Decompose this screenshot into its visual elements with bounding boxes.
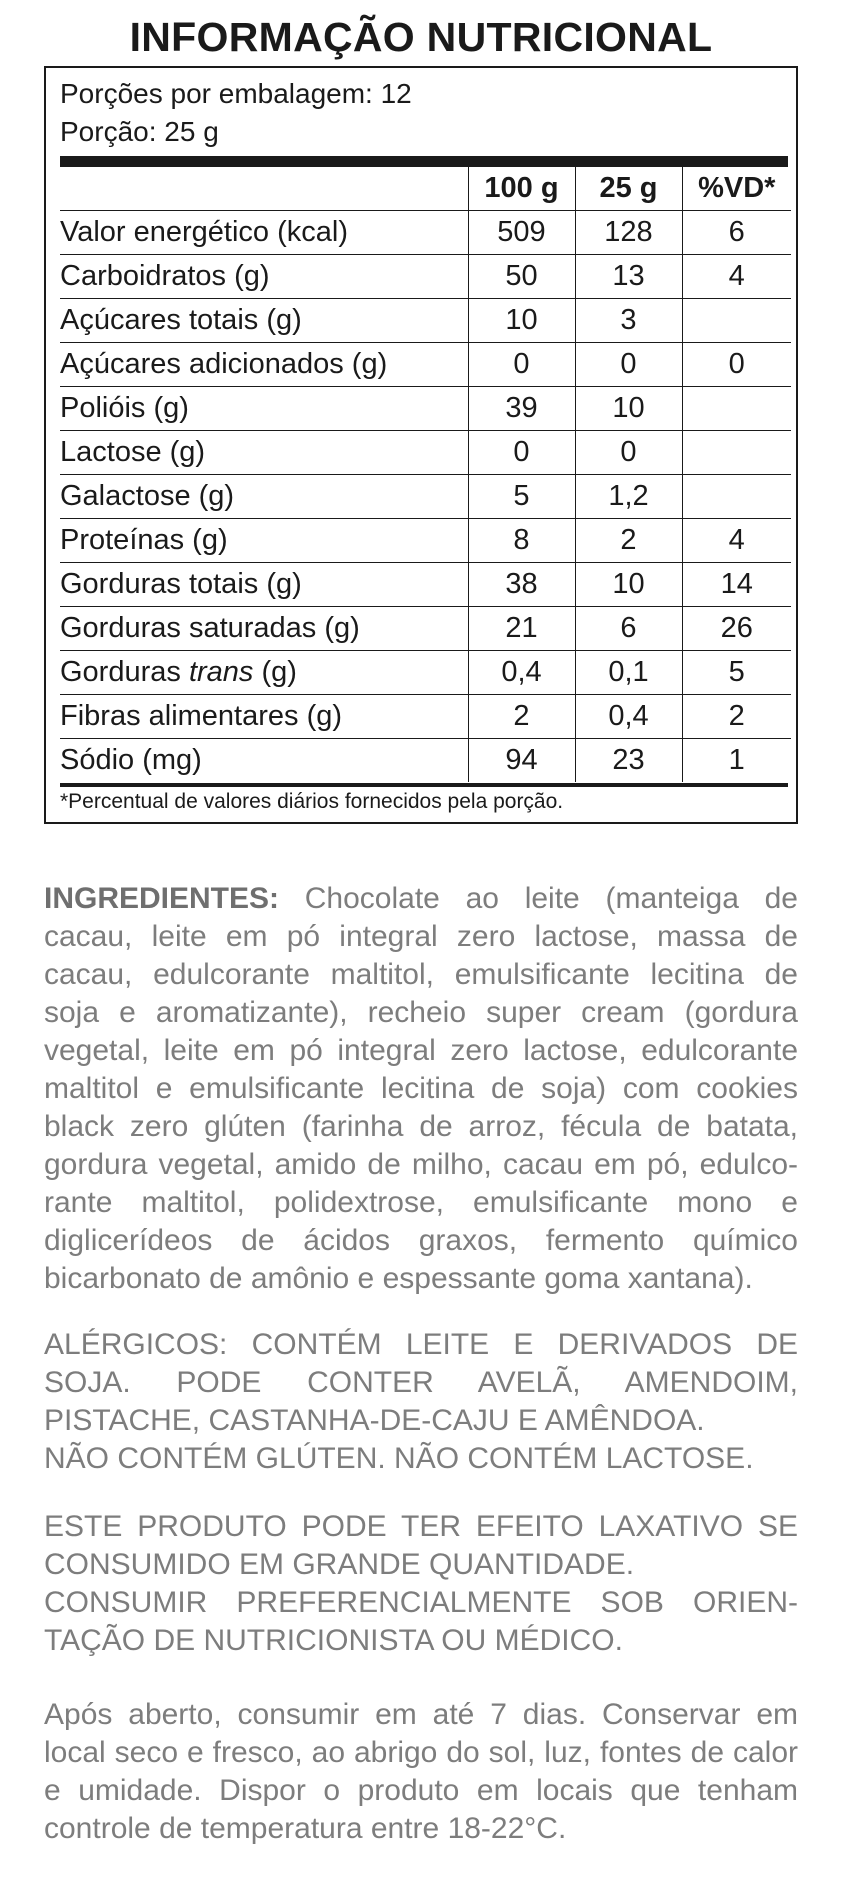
nutrient-label: Carboidratos (g)	[60, 255, 468, 299]
ingredients-line: soja e aromatizante), recheio super cream (gordura	[44, 996, 798, 1029]
allergens-line: ALÉRGICOS: CONTÉM LEITE E DERIVADOS DE	[44, 1328, 798, 1361]
value-vd: 0	[682, 343, 791, 387]
value-25g: 0	[575, 431, 682, 475]
nutrient-label: Sódio (mg)	[60, 744, 202, 776]
nutrient-label: Lactose (g)	[60, 431, 468, 475]
table-row	[60, 695, 791, 739]
header-vd: %VD*	[682, 167, 791, 211]
footnote: *Percentual de valores diários fornecidos pela porção.	[60, 790, 564, 813]
ingredients-line	[44, 880, 798, 918]
ingredients-line: rante maltitol, polidextrose, emulsificante mono e	[44, 1186, 798, 1219]
table-row	[60, 211, 791, 255]
value-25g: 6	[575, 607, 682, 651]
label-post: (g)	[253, 656, 297, 688]
header-100g: 100 g	[468, 167, 575, 211]
nutrient-label: Fibras alimentares (g)	[60, 695, 468, 739]
ingredients-line: cacau, edulcorante maltitol, emulsificante lecitina de	[44, 958, 798, 991]
header-25g: 25 g	[575, 167, 682, 211]
ingredients-paragraph	[44, 880, 798, 1298]
ingredients-text: Chocolate ao leite (manteiga de	[279, 882, 798, 915]
value-100g: 0,4	[468, 651, 575, 695]
value-25g: 10	[575, 387, 682, 431]
value-25g: 0,4	[575, 695, 682, 739]
table-header-row	[60, 167, 791, 211]
nutrient-label: Galactose (g)	[60, 475, 468, 519]
storage-line: Após aberto, consumir em até 7 dias. Conservar em	[44, 1698, 798, 1731]
storage-paragraph	[44, 1696, 798, 1848]
ingredients-line: vegetal, leite em pó integral zero lactose, edulcorante	[44, 1034, 798, 1067]
warning-line: CONSUMIDO EM GRANDE QUANTIDADE.	[44, 1548, 635, 1581]
nutrient-label: Gorduras saturadas (g)	[60, 607, 468, 651]
table-row	[60, 299, 791, 343]
value-25g: 10	[575, 563, 682, 607]
ingredients-line: gordura vegetal, amido de milho, cacau em pó, edulco-	[44, 1148, 798, 1181]
warning-line: CONSUMIR PREFERENCIALMENTE SOB ORIEN-	[44, 1586, 798, 1619]
value-100g: 0	[468, 431, 575, 475]
warning-line: ESTE PRODUTO PODE TER EFEITO LAXATIVO SE	[44, 1510, 798, 1543]
storage-line: e umidade. Dispor o produto em locais que tenham	[44, 1774, 798, 1807]
thin-divider	[60, 783, 788, 787]
value-100g: 94	[468, 739, 575, 783]
ingredients-line: maltitol e emulsificante lecitina de soja) com cookies	[44, 1072, 798, 1105]
value-100g: 50	[468, 255, 575, 299]
nutrient-label	[60, 651, 468, 695]
table-row	[60, 607, 791, 651]
value-vd	[682, 475, 791, 519]
value-100g: 5	[468, 475, 575, 519]
value-100g: 39	[468, 387, 575, 431]
storage-line: local seco e fresco, ao abrigo do sol, luz, fontes de calor	[44, 1736, 798, 1769]
table-row	[60, 563, 791, 607]
nutrient-label: Gorduras totais (g)	[60, 563, 468, 607]
storage-line: controle de temperatura entre 18-22°C.	[44, 1812, 567, 1845]
value-100g: 10	[468, 299, 575, 343]
value-vd: 6	[682, 211, 791, 255]
thick-divider	[60, 156, 788, 167]
value-vd: 4	[682, 255, 791, 299]
warning-line: TAÇÃO DE NUTRICIONISTA OU MÉDICO.	[44, 1624, 623, 1657]
value-25g: 23	[575, 739, 682, 783]
ingredients-label: INGREDIENTES:	[44, 882, 280, 915]
table-row	[60, 343, 791, 387]
label-pre: Gorduras	[60, 656, 189, 688]
table-row	[60, 739, 791, 783]
value-25g: 128	[575, 211, 682, 255]
value-100g: 509	[468, 211, 575, 255]
value-100g: 0	[468, 343, 575, 387]
table-row	[60, 255, 791, 299]
table-row	[60, 431, 791, 475]
allergens-line: PISTACHE, CASTANHA-DE-CAJU E AMÊNDOA.	[44, 1404, 705, 1437]
value-25g: 2	[575, 519, 682, 563]
table-row	[60, 651, 791, 695]
ingredients-line: diglicerídeos de ácidos graxos, fermento químico	[44, 1224, 798, 1257]
servings-per-package: Porções por embalagem: 12	[60, 78, 412, 109]
ingredients-line: bicarbonato de amônio e espessante goma xantana).	[44, 1262, 753, 1295]
nutrient-label: Proteínas (g)	[60, 519, 468, 563]
serving-size: Porção: 25 g	[60, 116, 219, 147]
value-100g: 21	[468, 607, 575, 651]
allergens-line: NÃO CONTÉM GLÚTEN. NÃO CONTÉM LACTOSE.	[44, 1442, 754, 1475]
allergens-line: SOJA. PODE CONTER AVELÃ, AMENDOIM,	[44, 1366, 798, 1399]
laxative-warning-paragraph	[44, 1508, 798, 1660]
nutrient-label: Açúcares adicionados (g)	[60, 343, 468, 387]
nutrition-table	[60, 167, 791, 782]
value-vd: 5	[682, 651, 791, 695]
nutrient-label: Açúcares totais (g)	[60, 299, 468, 343]
allergens-paragraph	[44, 1326, 798, 1478]
value-25g: 1,2	[575, 475, 682, 519]
value-vd: 1	[682, 739, 791, 783]
label-title: INFORMAÇÃO NUTRICIONAL	[129, 14, 713, 60]
value-100g: 8	[468, 519, 575, 563]
value-25g: 13	[575, 255, 682, 299]
table-row	[60, 475, 791, 519]
value-vd	[682, 431, 791, 475]
nutrition-facts-panel	[44, 66, 798, 824]
value-100g: 2	[468, 695, 575, 739]
table-row	[60, 519, 791, 563]
value-100g: 38	[468, 563, 575, 607]
value-vd: 2	[682, 695, 791, 739]
value-vd: 26	[682, 607, 791, 651]
value-25g: 3	[575, 299, 682, 343]
ingredients-line: black zero glúten (farinha de arroz, fécula de batata,	[44, 1110, 798, 1143]
value-vd: 4	[682, 519, 791, 563]
ingredients-line: cacau, leite em pó integral zero lactose, massa de	[44, 920, 798, 953]
nutrient-label: Polióis (g)	[60, 387, 468, 431]
value-25g: 0,1	[575, 651, 682, 695]
value-25g: 0	[575, 343, 682, 387]
value-vd	[682, 387, 791, 431]
table-row	[60, 387, 791, 431]
header-cell-empty	[60, 167, 468, 211]
nutrient-label: Valor energético (kcal)	[60, 211, 468, 255]
value-vd	[682, 299, 791, 343]
value-vd: 14	[682, 563, 791, 607]
label-italic: trans	[188, 656, 254, 688]
